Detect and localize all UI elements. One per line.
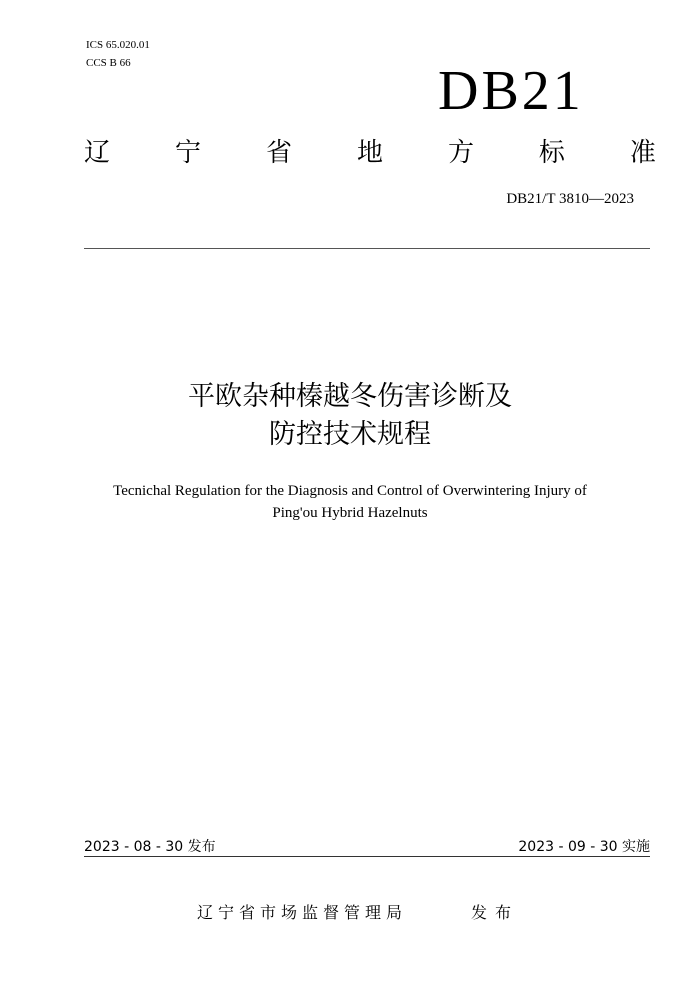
header-divider [84, 248, 650, 249]
issue-date: 2023 - 08 - 30 发布 [84, 839, 216, 855]
standard-number: DB21/T 3810—2023 [506, 191, 634, 207]
db21-logo: DB21 [438, 60, 584, 122]
standard-type-char: 方 [447, 138, 474, 168]
standard-type-char: 标 [538, 138, 565, 168]
ics-code: ICS 65.020.01 [86, 39, 150, 51]
standard-type-char: 省 [265, 138, 292, 168]
standard-type-char: 准 [629, 138, 656, 168]
ccs-code: CCS B 66 [86, 57, 131, 69]
standard-type [84, 135, 656, 171]
title-english-line-1: Tecnichal Regulation for the Diagnosis and Control of Overwintering Injury of [113, 483, 587, 499]
standard-type-char: 地 [356, 138, 383, 168]
title-chinese-line-2: 防控技术规程 [269, 419, 431, 450]
issuing-authority: 辽宁省市场监督管理局 [197, 903, 408, 922]
implementation-date: 2023 - 09 - 30 实施 [518, 839, 650, 855]
title-english-line-2: Ping'ou Hybrid Hazelnuts [272, 505, 428, 521]
footer-divider [84, 856, 650, 857]
title-chinese [0, 378, 700, 454]
standard-type-char: 宁 [174, 138, 201, 168]
title-chinese-line-1: 平欧杂种榛越冬伤害诊断及 [188, 381, 512, 412]
title-english [0, 480, 700, 524]
standard-type-char: 辽 [84, 138, 111, 168]
release-label: 发布 [471, 903, 520, 922]
